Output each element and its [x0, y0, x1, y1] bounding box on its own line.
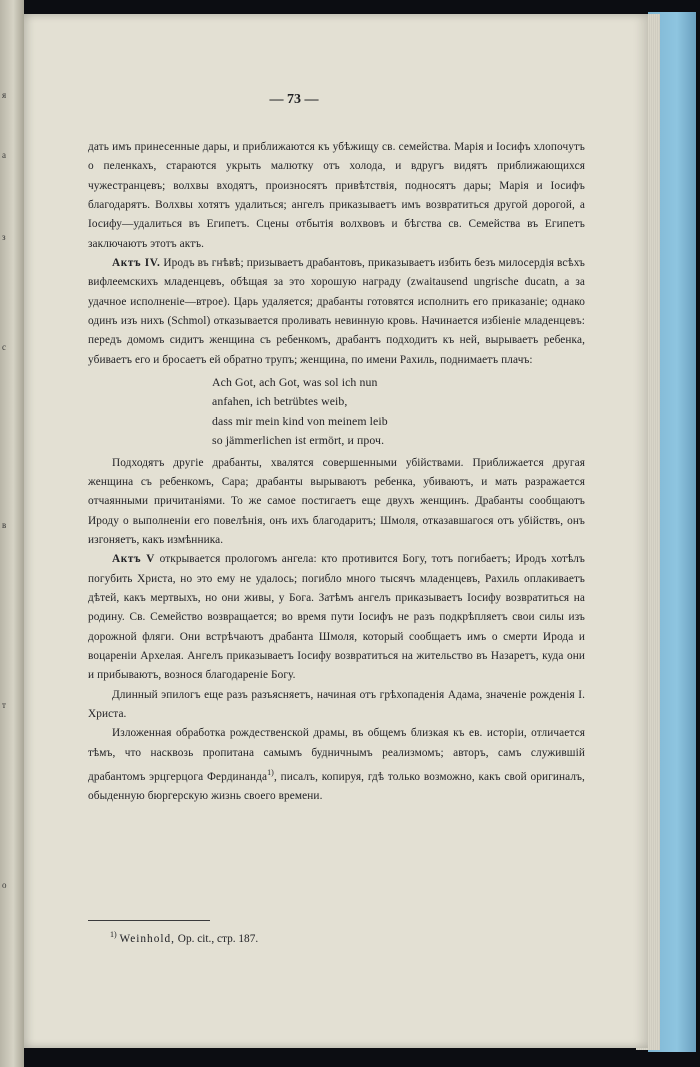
facing-page-letter: з — [2, 232, 6, 242]
facing-page-letter: с — [2, 342, 6, 352]
facing-page-letter: а — [2, 150, 6, 160]
footnote-author: Weinhold, — [119, 932, 175, 945]
paragraph-summary — [88, 724, 585, 806]
poem-line: dass mir mein kind von meinem leib — [212, 413, 388, 428]
summary-text-1: Изложенная обработка рождественской драмы, въ общемъ близкая къ ев. исторіи, отличается тѣмъ, что насквозь пропитана самымъ будничнымъ реализмомъ; авторъ, самъ служившій драбантомъ эрцгерцога Фердинанда — [88, 727, 585, 783]
footnote-reference: 1) — [267, 768, 274, 777]
act-4-text: Иродъ въ гнѣвѣ; призываетъ драбантовъ, приказываетъ избить безъ милосердія всѣхъ вифлеемскихъ младенцевъ, обѣщая за это хорошую награду (zwaitausend ungrische ducatn, а за удачное исполненіе—втрое). Царь удаляется; драбанты готовятся исполнить его приказаніе; однако одинъ изъ нихъ (Schmol) отказывается проливать невинную кровь. Начинается избіеніе младенцевъ: передъ домомъ сидитъ женщина съ ребенкомъ, драбантъ подходитъ къ ней, вырываетъ ребенка, убиваетъ его и бросаетъ ей обратно трупъ; женщина, по имени Рахиль, поднимаетъ плачъ: — [88, 257, 585, 366]
act-4-heading: Актъ IV. — [112, 257, 161, 270]
poem-line: so jämmerlichen ist ermört, и проч. — [212, 433, 385, 448]
act-5-heading: Актъ V — [112, 553, 156, 566]
paragraph-drabants: Подходятъ другіе драбанты, хвалятся совершенными убійствами. Приближается другая женщина съ ребенкомъ, Сара; драбанты вырываютъ ребенка, убиваютъ, и мать разражается отчаянными причитаніями. То же самое постигаетъ еще двухъ женщинъ. Драбанты сообщаютъ Ироду о выполненіи его повелѣнія, онъ ихъ благодаритъ; Шмоля, отказавшагося отъ убійствъ, онъ изгоняетъ, какъ измѣнника. — [88, 456, 585, 546]
paragraph-magi: дать имъ принесенные дары, и приближаются къ убѣжищу св. семейства. Марія и Іосифъ хлопочутъ о пеленкахъ, стараются укрыть малютку отъ холода, и вдругъ видятъ приближающихся чужестранцевъ; волхвы входятъ, произносятъ привѣтствія, подносятъ дары; Марія и Іосифъ благодарятъ. Волхвы хотятъ удалиться; ангелъ приказываетъ имъ возвратиться другой дорогой, а Іосифу—удалиться въ Египетъ. Сцены отбытія волхвовъ и бѣгства св. Семейства въ Египетъ заключаютъ этотъ актъ. — [88, 141, 585, 250]
poem-line: anfahen, ich betrübtes weib, — [212, 394, 348, 409]
footnote-citation: Op. cit., стр. 187. — [174, 932, 259, 945]
paragraph-act-4 — [88, 254, 585, 370]
poem-line: Ach Got, ach Got, was sol ich nun — [212, 375, 378, 390]
footnote-divider — [88, 920, 210, 921]
body-text — [88, 138, 585, 806]
footnote — [88, 930, 488, 945]
quoted-poem — [212, 373, 585, 450]
page-number: — 73 — — [269, 92, 319, 107]
book-page — [24, 14, 648, 1048]
facing-page-edge — [0, 0, 24, 1067]
paragraph-act-5 — [88, 550, 585, 685]
act-5-text: открывается прологомъ ангела: кто противится Богу, тотъ погибаетъ; Иродъ хотѣлъ погубить Христа, но это ему не удалось; погибло много тысячъ младенцевъ, Рахиль оплакиваетъ дѣтей, какъ мертвыхъ, но они живы, у Бога. Затѣмъ ангелъ приказываетъ Іосифу возвратиться на родину. Св. Семейство возвращается; во время пути Іосифъ не разъ подкрѣпляетъ свои силы изъ дорожной фляги. Они встрѣчаютъ драбанта Шмоля, который сообщаетъ имъ о смерти Ирода и воцареніи Архелая. Ангелъ приказываетъ Іосифу возвратиться на жительство въ Назаретъ, куда они и прибываютъ, вознося благодареніе Богу. — [88, 553, 585, 682]
paragraph-epilogue: Длинный эпилогъ еще разъ разъясняетъ, начиная отъ грѣхопаденія Адама, значеніе рожденія І. Христа. — [88, 688, 585, 720]
summary-text-2: , писалъ, копируя, гдѣ только возможно, какъ свой оригиналъ, обыденную бюргерскую жизнь своего времени. — [88, 770, 585, 803]
facing-page-letter: о — [2, 880, 7, 890]
facing-page-letter: в — [2, 520, 7, 530]
facing-page-letter: я — [2, 90, 7, 100]
footnote-mark: 1) — [110, 930, 117, 939]
facing-page-letter: т — [2, 700, 6, 710]
